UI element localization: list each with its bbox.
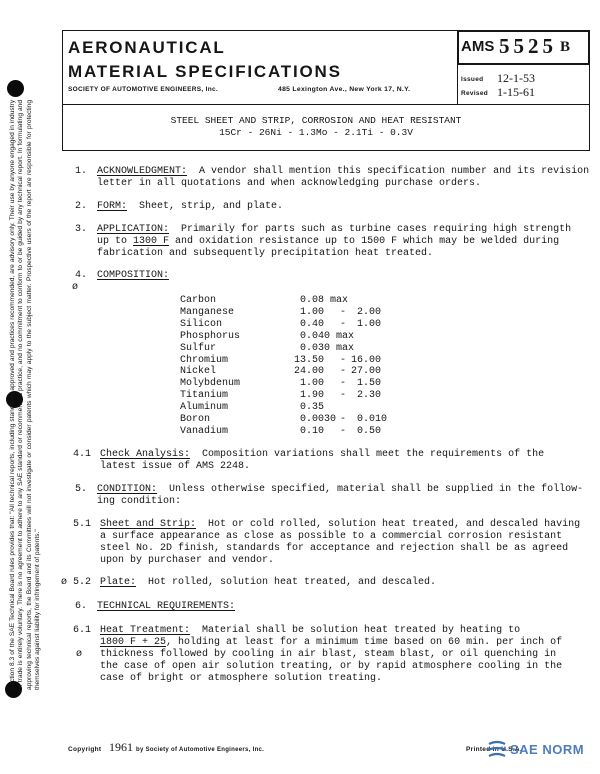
section-text: Composition variations shall meet the requirements of the bbox=[202, 449, 545, 460]
range-separator: - bbox=[340, 354, 347, 366]
range-separator: - bbox=[340, 366, 347, 378]
section-heading: TECHNICAL REQUIREMENTS: bbox=[97, 601, 236, 612]
composition-line bbox=[97, 270, 169, 282]
issued-label: Issued bbox=[461, 76, 484, 83]
element-name: Vanadium bbox=[180, 425, 229, 437]
section-heading: Sheet and Strip: bbox=[100, 519, 197, 530]
composition-table bbox=[180, 295, 420, 439]
section-number: 5.1 bbox=[73, 519, 92, 530]
element-value: 0.030 bbox=[294, 342, 331, 354]
element-upper-limit: 0.50 bbox=[351, 425, 382, 437]
section-number: 6.1 bbox=[73, 625, 92, 636]
section-text: letter in all quotations and when acknowledging purchase orders. bbox=[97, 178, 482, 189]
section-text: latest issue of AMS 2248. bbox=[100, 461, 251, 472]
form-line bbox=[97, 201, 283, 213]
watermark-text: SAE NORM bbox=[510, 742, 585, 757]
section-number: 3. bbox=[75, 224, 88, 235]
element-value: 0.35 bbox=[294, 402, 325, 414]
range-separator: - bbox=[340, 306, 347, 318]
composition-row bbox=[180, 378, 420, 390]
revised-date: 1-15-61 bbox=[497, 85, 535, 99]
issued-date: 12-1-53 bbox=[497, 71, 535, 85]
composition-row bbox=[180, 426, 420, 438]
element-upper-limit: 0.010 bbox=[351, 414, 388, 425]
section-number: 1. bbox=[75, 166, 88, 177]
check-analysis-line bbox=[100, 449, 544, 461]
heat-treatment-line bbox=[100, 637, 562, 649]
application-line bbox=[97, 236, 559, 248]
section-text: case of bright or atmosphere solution treating. bbox=[100, 673, 383, 684]
composition-row bbox=[180, 402, 420, 414]
society-name: SOCIETY OF AUTOMOTIVE ENGINEERS, Inc. bbox=[68, 86, 219, 93]
section-number: 5.2 bbox=[73, 577, 92, 588]
composition-row bbox=[180, 366, 420, 378]
sae-norm-logo-icon bbox=[486, 740, 508, 760]
range-separator: - bbox=[340, 318, 347, 330]
section-text: up to bbox=[97, 236, 134, 247]
revised-label: Revised bbox=[461, 90, 489, 97]
section-number: 5. bbox=[75, 484, 88, 495]
section-text: Material shall be solution heat treated by heating to bbox=[202, 625, 521, 636]
section-text: Primarily for parts such as turbine cases requiring high strength bbox=[181, 224, 572, 235]
composition-row bbox=[180, 295, 420, 307]
printed-in: Printed in U.S.A. bbox=[466, 746, 523, 753]
acknowledgment-line bbox=[97, 166, 589, 178]
section-number: 4. bbox=[75, 270, 88, 281]
range-separator: - bbox=[340, 390, 347, 402]
composition-row bbox=[180, 343, 420, 355]
composition-row bbox=[180, 355, 420, 367]
revised-text: 1300 F bbox=[133, 236, 170, 247]
publication-title-line-1: AERONAUTICAL bbox=[68, 38, 226, 57]
section-text: fabrication and subsequently precipitation heat treated. bbox=[97, 248, 434, 259]
section-text: , holding at least for a minimum time based on 60 min. per inch of bbox=[166, 637, 563, 648]
range-separator: - bbox=[340, 425, 347, 437]
element-value: 0.0030 bbox=[294, 414, 337, 425]
element-value: 0.40 bbox=[294, 318, 325, 330]
element-value: 1.90 bbox=[294, 390, 325, 402]
heat-treatment-line bbox=[100, 625, 520, 637]
element-value: 1.00 bbox=[294, 378, 325, 390]
element-name: Silicon bbox=[180, 318, 223, 330]
section-heading: COMPOSITION: bbox=[97, 270, 170, 281]
revision-mark: ø bbox=[61, 577, 68, 588]
element-qualifier: max bbox=[330, 295, 349, 306]
element-value: 0.10 bbox=[294, 425, 325, 437]
section-number: 2. bbox=[75, 201, 88, 212]
section-number: 6. bbox=[75, 601, 88, 612]
copyright-label: Copyright bbox=[68, 746, 102, 753]
document-subtitle: 15Cr - 26Ni - 1.3Mo - 2.1Ti - 0.3V bbox=[219, 127, 413, 138]
section-heading: Plate: bbox=[100, 577, 137, 588]
revision-mark: ø bbox=[72, 282, 79, 293]
society-address: 485 Lexington Ave., New York 17, N.Y. bbox=[278, 86, 411, 93]
element-upper-limit: 2.30 bbox=[351, 390, 382, 402]
publication-title-line-2: MATERIAL SPECIFICATIONS bbox=[68, 62, 342, 81]
composition-row bbox=[180, 414, 420, 426]
element-upper-limit: 1.50 bbox=[351, 378, 382, 390]
element-name: Chromium bbox=[180, 354, 229, 366]
element-value: 24.00 bbox=[294, 366, 325, 378]
element-value: 0.08 bbox=[294, 295, 325, 306]
element-value: 1.00 bbox=[294, 306, 325, 318]
revised-text: 1800 F + 25 bbox=[100, 637, 167, 648]
section-heading: ACKNOWLEDGMENT: bbox=[97, 166, 188, 177]
section-text: Unless otherwise specified, material shall be supplied in the follow- bbox=[169, 484, 584, 495]
application-line bbox=[97, 224, 571, 236]
section-text: and oxidation resistance up to 1500 F which may be welded during bbox=[169, 236, 560, 247]
section-heading: Heat Treatment: bbox=[100, 625, 191, 636]
copyright-holder: by Society of Automotive Engineers, Inc. bbox=[136, 747, 265, 753]
element-upper-limit: 1.00 bbox=[351, 318, 382, 330]
element-name: Aluminum bbox=[180, 402, 229, 414]
section-text: a surface appearance as close as possible to a commercial corrosion resistant bbox=[100, 531, 563, 542]
ams-prefix: AMS bbox=[461, 38, 495, 55]
ams-revision: B bbox=[560, 39, 571, 55]
element-name: Titanium bbox=[180, 390, 229, 402]
section-heading: FORM: bbox=[97, 201, 128, 212]
section-heading: CONDITION: bbox=[97, 484, 158, 495]
technical-requirements-line bbox=[97, 601, 235, 613]
plate-line bbox=[100, 577, 436, 589]
punch-hole bbox=[7, 80, 24, 97]
composition-row bbox=[180, 331, 420, 343]
element-name: Nickel bbox=[180, 366, 217, 378]
section-text: thickness followed by cooling in air blast, steam blast, or oil quenching in bbox=[100, 649, 557, 660]
sheet-strip-line bbox=[100, 519, 580, 531]
revision-mark: ø bbox=[76, 649, 83, 660]
section-text: Hot or cold rolled, solution heat treated, and descaled having bbox=[208, 519, 581, 530]
element-name: Phosphorus bbox=[180, 330, 241, 342]
section-text: steel No. 2D finish, standards for acceptance and rejection shall be as agreed bbox=[100, 543, 569, 554]
section-text: ing condition: bbox=[97, 496, 182, 507]
section-number: 4.1 bbox=[73, 449, 92, 460]
ams-number: 5525 bbox=[499, 34, 557, 58]
section-heading: Check Analysis: bbox=[100, 449, 191, 460]
section-text: A vendor shall mention this specification number and its revision bbox=[199, 166, 590, 177]
sae-advisory-notice: Section 8.3 of the SAE Technical Board rules provides that: "All technical reports, including standards approved and practices recommended, are advisory only. Their use by anyone engaged in industry or trade is entirely voluntary. There is no agreement to adhere to any SAE standard or recommended practice, and no commitment to conform to or be guided by any technical report. In formulating and approving technical reports, the Board and its Committees will not investigate or consider patents which may apply to the subject matter. Prospective users of the report are responsible for protecting themselves against liability for infringement of patents." bbox=[9, 100, 42, 690]
range-separator: - bbox=[340, 378, 347, 390]
composition-row bbox=[180, 319, 420, 331]
section-heading: APPLICATION: bbox=[97, 224, 170, 235]
element-name: Sulfur bbox=[180, 342, 217, 354]
element-qualifier: max bbox=[336, 330, 355, 342]
element-name: Molybdenum bbox=[180, 378, 241, 390]
condition-line bbox=[97, 484, 583, 496]
element-upper-limit: 16.00 bbox=[351, 354, 382, 366]
header-divider bbox=[62, 104, 590, 105]
section-text: Hot rolled, solution heat treated, and descaled. bbox=[148, 577, 437, 588]
element-value: 13.50 bbox=[294, 354, 325, 366]
element-upper-limit: 2.00 bbox=[351, 306, 382, 318]
section-text: the case of open air solution treating, or by rapid atmosphere cooling in the bbox=[100, 661, 563, 672]
composition-row bbox=[180, 390, 420, 402]
document-title: STEEL SHEET AND STRIP, CORROSION AND HEAT RESISTANT bbox=[170, 115, 462, 126]
element-value: 0.040 bbox=[294, 330, 331, 342]
copyright-year: 1961 bbox=[109, 740, 133, 754]
element-upper-limit: 27.00 bbox=[351, 366, 382, 378]
composition-row bbox=[180, 307, 420, 319]
element-name: Carbon bbox=[180, 295, 217, 306]
element-qualifier: max bbox=[336, 342, 355, 354]
element-name: Manganese bbox=[180, 306, 235, 318]
section-text: Sheet, strip, and plate. bbox=[139, 201, 284, 212]
section-text: upon by purchaser and vendor. bbox=[100, 555, 275, 566]
range-separator: - bbox=[340, 414, 347, 425]
element-name: Boron bbox=[180, 414, 211, 425]
